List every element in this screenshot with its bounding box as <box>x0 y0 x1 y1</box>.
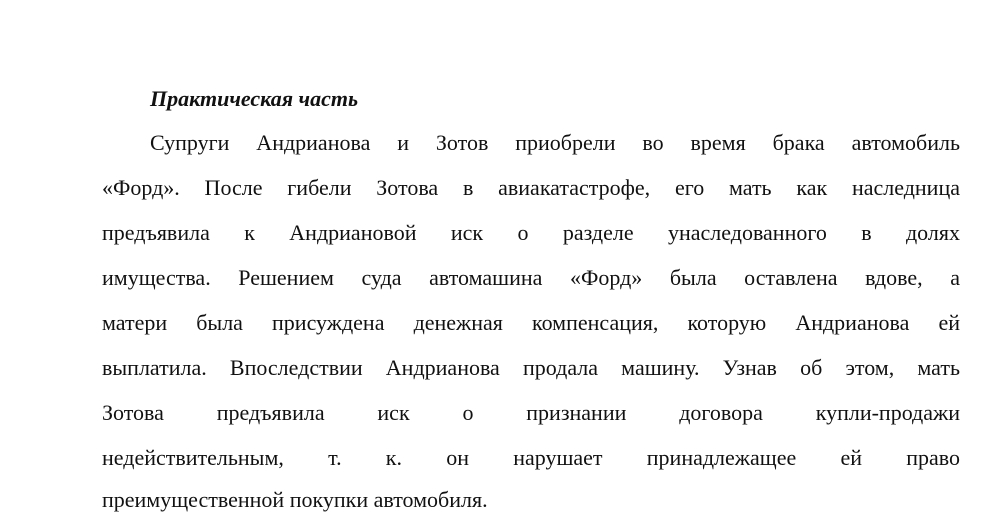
section-heading: Практическая часть <box>150 86 359 111</box>
paragraph-line-7: Зотова предъявила иск о признании договора купли-продажи <box>102 400 960 425</box>
paragraph-line-1: Супруги Андрианова и Зотов приобрели во время брака автомобиль <box>150 130 960 155</box>
paragraph-line-8: недействительным, т. к. он нарушает принадлежащее ей право <box>102 445 960 470</box>
paragraph-line-3: предъявила к Андриановой иск о разделе унаследованного в долях <box>102 220 960 245</box>
paragraph-line-5: матери была присуждена денежная компенсация, которую Андрианова ей <box>102 310 960 335</box>
paragraph-line-6: выплатила. Впоследствии Андрианова продала машину. Узнав об этом, мать <box>102 355 960 380</box>
paragraph-line-2: «Форд». После гибели Зотова в авиакатастрофе, его мать как наследница <box>102 175 960 200</box>
paragraph-line-9: преимущественной покупки автомобиля. <box>102 487 488 512</box>
paragraph-line-4: имущества. Решением суда автомашина «Форд» была оставлена вдове, а <box>102 265 960 290</box>
